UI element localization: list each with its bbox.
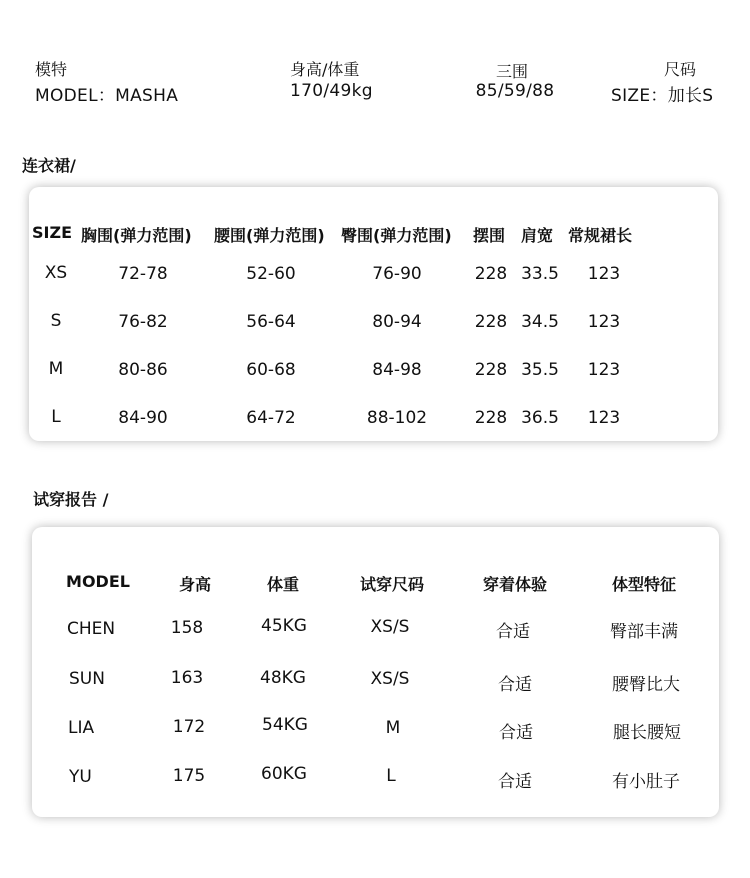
dress-cell: 33.5 [521,264,559,284]
tryon-cell: L [386,766,396,786]
dress-cell: 123 [587,360,621,380]
tryon-cell: 合适 [496,622,530,642]
dress-header-hem: 摆围 [473,226,506,245]
tryon-cell: 158 [170,618,204,638]
tryon-cell: 有小肚子 [612,772,680,792]
tryon-header-height: 身高 [178,575,212,594]
measurements-value: 85/59/88 [475,81,555,101]
dress-cell: XS [44,263,68,283]
height-weight-label: 身高/体重 [290,60,360,79]
dress-cell: 52-60 [246,264,296,284]
dress-cell: S [50,311,62,331]
dress-cell: 123 [587,264,621,284]
dress-cell: 34.5 [521,312,559,332]
dress-cell: 123 [587,408,621,428]
dress-header-shoulder: 肩宽 [521,226,554,245]
dress-header-size: SIZE [32,223,73,242]
height-weight-value: 170/49kg [290,81,373,101]
model-label: 模特 [35,60,68,79]
dress-cell: 228 [474,408,508,428]
tryon-report-table [32,527,719,817]
tryon-cell: XS/S [370,669,410,689]
tryon-header-experience: 穿着体验 [482,575,548,594]
tryon-cell: 臀部丰满 [610,622,678,642]
dress-cell: M [48,359,64,379]
dress-cell: 76-90 [372,264,422,284]
dress-cell: L [51,407,61,427]
tryon-cell: LIA [68,718,95,738]
tryon-cell: 合适 [499,723,533,743]
tryon-section-title: 试穿报告 / [33,490,109,509]
tryon-cell: SUN [69,669,105,689]
dress-cell: 228 [474,360,508,380]
dress-cell: 72-78 [118,264,168,284]
tryon-cell: 腰臀比大 [612,675,680,695]
tryon-cell: 172 [172,717,206,737]
tryon-header-body-type: 体型特征 [611,575,677,594]
dress-cell: 84-90 [118,408,168,428]
tryon-cell: 48KG [260,668,306,688]
dress-cell: 84-98 [372,360,422,380]
dress-cell: 36.5 [521,408,559,428]
tryon-header-size: 试穿尺码 [359,575,425,594]
tryon-cell: 合适 [498,772,532,792]
measurements-label: 三围 [495,62,529,81]
dress-cell: 123 [587,312,621,332]
size-label: 尺码 [663,60,697,79]
tryon-header-weight: 体重 [266,575,300,594]
dress-cell: 80-94 [372,312,422,332]
tryon-cell: YU [69,767,92,787]
size-value: SIZE：加长S [611,86,714,106]
dress-cell: 56-64 [246,312,296,332]
tryon-cell: 60KG [261,764,307,784]
tryon-cell: CHEN [67,619,116,639]
tryon-cell: 腿长腰短 [613,723,681,743]
dress-header-waist: 腰围(弹力范围) [214,226,325,245]
tryon-cell: 163 [170,668,204,688]
model-value: MODEL：MASHA [35,86,179,106]
dress-cell: 80-86 [118,360,168,380]
dress-cell: 228 [474,312,508,332]
tryon-cell: M [385,718,401,738]
dress-cell: 228 [474,264,508,284]
tryon-cell: 54KG [262,715,308,735]
dress-header-length: 常规裙长 [568,226,633,245]
dress-header-hip: 臀围(弹力范围) [341,226,452,245]
tryon-cell: XS/S [370,617,410,637]
dress-cell: 60-68 [246,360,296,380]
dress-header-bust: 胸围(弹力范围) [81,226,192,245]
dress-section-title: 连衣裙/ [22,156,76,175]
dress-size-table [29,187,718,441]
tryon-header-model: MODEL [66,572,130,591]
tryon-cell: 合适 [498,675,532,695]
tryon-cell: 45KG [261,616,307,636]
dress-cell: 64-72 [246,408,296,428]
dress-cell: 35.5 [521,360,559,380]
dress-cell: 88-102 [366,408,428,428]
tryon-cell: 175 [172,766,206,786]
dress-cell: 76-82 [118,312,168,332]
